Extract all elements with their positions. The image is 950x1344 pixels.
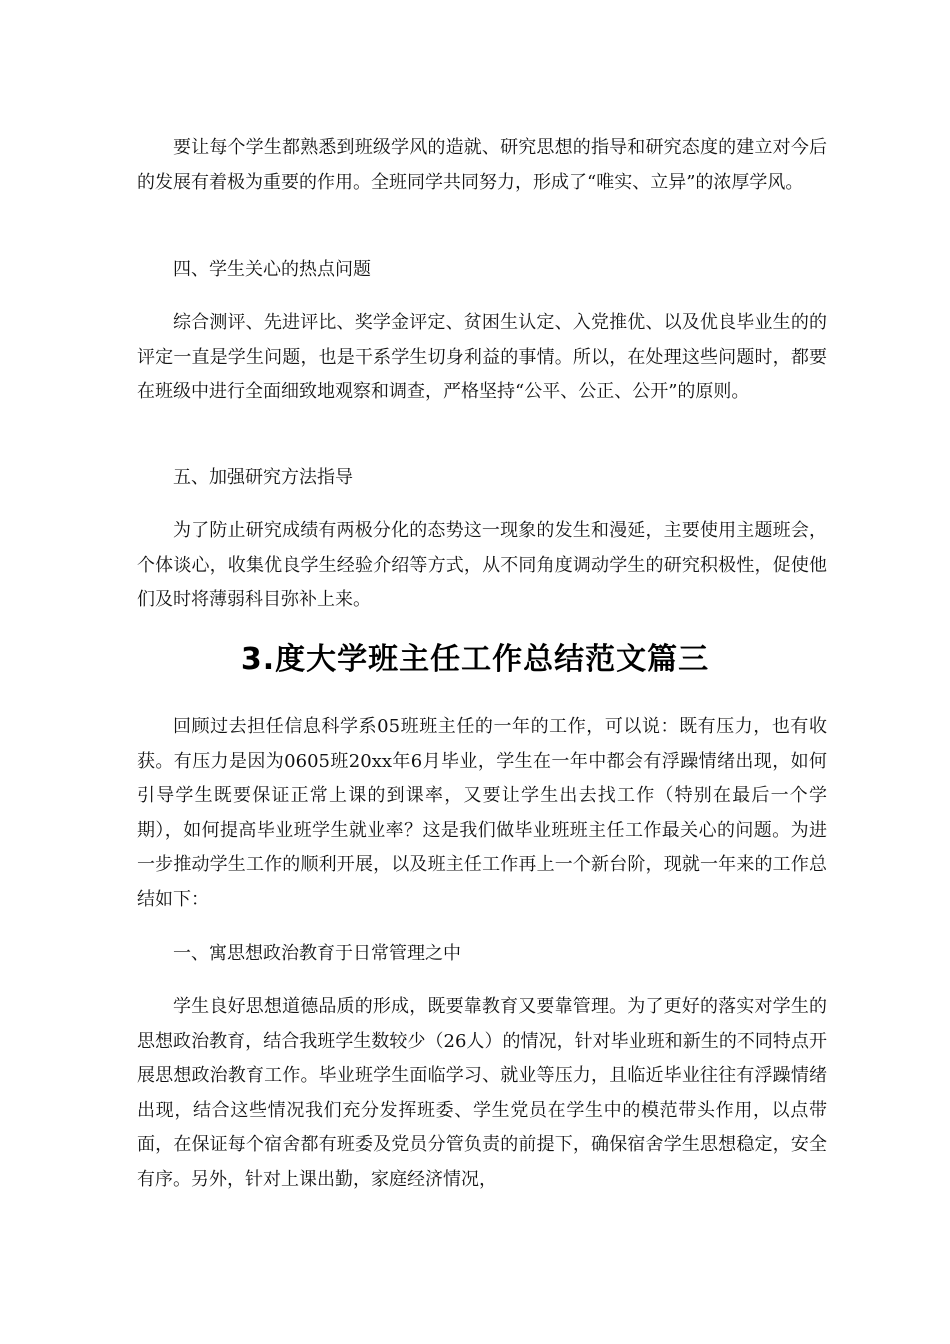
heading-study-methods: 五、加强研究方法指导 [173, 467, 353, 488]
paragraph-study-methods: 为了防止研究成绩有两极分化的态势这一现象的发生和漫延，主要使用主题班会，个体谈心，收集优良学生经验介绍等方式，从不同角度调动学生的研究积极性，促使他们及时将薄弱科目弥补上来。 [137, 520, 827, 610]
section-title: 3.度大学班主任工作总结范文篇三 [240, 642, 710, 677]
heading-political-education: 一、寓思想政治教育于日常管理之中 [173, 943, 461, 964]
paragraph-hot-issues: 综合测评、先进评比、奖学金评定、贫困生认定、入党推优、以及优良毕业生的的评定一直是学生问题，也是干系学生切身利益的事情。所以，在处理这些问题时，都要在班级中进行全面细致地观察和调查，严格坚持“公平、公正、公开”的原则。 [137, 312, 827, 402]
paragraph-study-style: 要让每个学生都熟悉到班级学风的造就、研究思想的指导和研究态度的建立对今后的发展有着极为重要的作用。全班同学共同努力，形成了“唯实、立异”的浓厚学风。 [137, 137, 827, 193]
heading-hot-issues: 四、学生关心的热点问题 [173, 259, 371, 280]
paragraph-political-education: 学生良好思想道德品质的形成，既要靠教育又要靠管理。为了更好的落实对学生的思想政治教育，结合我班学生数较少（26人）的情况，针对毕业班和新生的不同特点开展思想政治教育工作。毕业班学生面临学习、就业等压力，且临近毕业往往有浮躁情绪出现，结合这些情况我们充分发挥班委、学生党员在学生中的模范带头作用，以点带面，在保证每个宿舍都有班委及党员分管负责的前提下，确保宿舍学生思想稳定，安全有序。另外，针对上课出勤，家庭经济情况， [137, 996, 827, 1190]
paragraph-review: 回顾过去担任信息科学系05班班主任的一年的工作，可以说：既有压力，也有收获。有压力是因为0605班20xx年6月毕业，学生在一年中都会有浮躁情绪出现，如何引导学生既要保证正常上课的到课率，又要让学生出去找工作（特别在最后一个学期），如何提高毕业班学生就业率？这是我们做毕业班班主任工作最关心的问题。为进一步推动学生工作的顺利开展，以及班主任工作再上一个新台阶，现就一年来的工作总结如下： [137, 716, 827, 910]
